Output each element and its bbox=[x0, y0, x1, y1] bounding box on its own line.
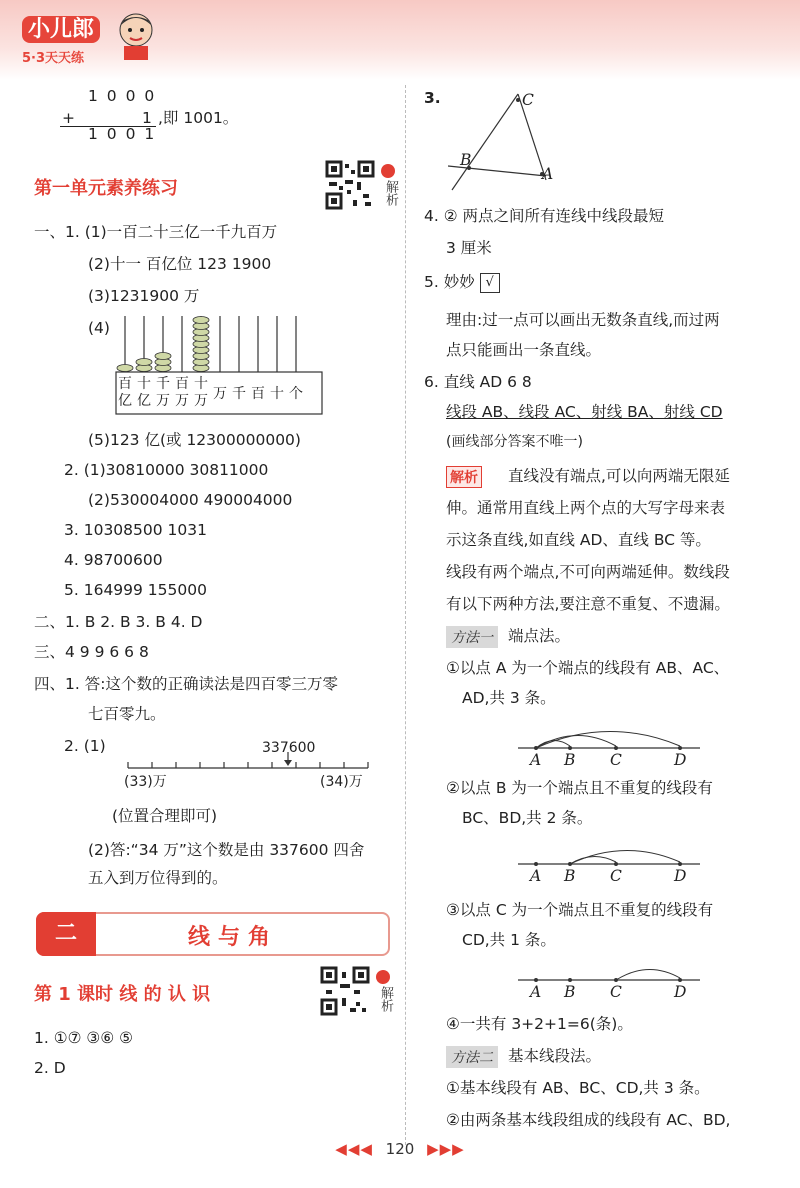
seg-b-label-c: C bbox=[610, 867, 622, 885]
method1-b1: ②以点 B 为一个端点且不重复的线段有 bbox=[446, 779, 713, 797]
play-icon bbox=[381, 164, 395, 178]
method1-title: 端点法。 bbox=[508, 627, 571, 645]
add-tail: ,即 1001。 bbox=[158, 109, 239, 127]
column-divider bbox=[405, 85, 406, 1145]
unit-number: 二 bbox=[36, 912, 96, 956]
qr-code-1[interactable] bbox=[325, 160, 398, 214]
ans-3: 三、4 9 9 6 6 8 bbox=[34, 643, 149, 661]
abacus-label: 百万 bbox=[175, 376, 189, 409]
ans-4-2: 2. (1) bbox=[64, 737, 106, 755]
mascot-icon bbox=[112, 10, 160, 62]
page-header bbox=[0, 0, 800, 80]
ans-4-1b: 七百零九。 bbox=[88, 705, 166, 723]
seg-b-label-a: A bbox=[530, 867, 542, 885]
numline-left-label: (33)万 bbox=[124, 774, 167, 790]
abacus-labels bbox=[116, 374, 322, 414]
ans-4-2-2a: (2)答:“34 万”这个数是由 337600 四舍 bbox=[88, 841, 365, 859]
tri-label-c: C bbox=[522, 91, 534, 109]
add-result: 1 0 0 1 bbox=[88, 125, 157, 143]
tri-label-a: A bbox=[542, 165, 554, 183]
seg-b-label-b: B bbox=[564, 867, 576, 885]
method1-c1: ③以点 C 为一个端点且不重复的线段有 bbox=[446, 901, 714, 919]
method2-a: ①基本线段有 AB、BC、CD,共 3 条。 bbox=[446, 1079, 710, 1097]
abacus-label: 个 bbox=[289, 386, 303, 402]
lesson-ans-2: 2. D bbox=[34, 1059, 66, 1077]
analysis-4: 线段有两个端点,不可向两端延伸。数线段 bbox=[446, 563, 730, 581]
page-number: 120 bbox=[385, 1140, 415, 1158]
seg-a-label-c: C bbox=[610, 751, 622, 769]
analysis-tag: 解析 bbox=[446, 466, 482, 488]
lesson-title: 第 1 课时 线 的 认 识 bbox=[34, 984, 211, 1005]
abacus-label: 十亿 bbox=[137, 376, 151, 409]
ans-1-4: 4. 98700600 bbox=[64, 551, 163, 569]
brand-logo bbox=[22, 12, 100, 66]
ans-4-1a: 四、1. 答:这个数的正确读法是四百零三万零 bbox=[34, 675, 338, 693]
q6-note: (画线部分答案不唯一) bbox=[446, 434, 583, 450]
abacus-label: 千 bbox=[232, 386, 246, 402]
q5-reason-b: 点只能画出一条直线。 bbox=[446, 341, 602, 359]
add-plus: + bbox=[62, 109, 75, 127]
abacus-label: 十万 bbox=[194, 376, 208, 409]
ans-1-2-1: 2. (1)30810000 30811000 bbox=[64, 461, 269, 479]
abacus-label: 百 bbox=[251, 386, 265, 402]
seg-a-label-a: A bbox=[530, 751, 542, 769]
analysis-2: 伸。通常用直线上两个点的大写字母来表 bbox=[446, 499, 726, 517]
method1-tag: 方法一 bbox=[446, 626, 498, 648]
seg-b-label-d: D bbox=[674, 867, 687, 885]
method2-b: ②由两条基本线段组成的线段有 AC、BD, bbox=[446, 1111, 731, 1129]
unit-banner bbox=[36, 912, 390, 956]
section-title-unit1: 第一单元素养练习 bbox=[34, 178, 178, 199]
page-footer bbox=[0, 1140, 800, 1158]
q5-line bbox=[424, 272, 500, 293]
seg-c-label-c: C bbox=[610, 983, 622, 1001]
add-mid: 1 bbox=[142, 109, 152, 127]
method1-d: ④一共有 3+2+1=6(条)。 bbox=[446, 1015, 633, 1033]
add-top: 1 0 0 0 bbox=[88, 87, 157, 105]
ans-1-1-5: (5)123 亿(或 12300000000) bbox=[88, 431, 301, 449]
q4-line2: 3 厘米 bbox=[446, 239, 492, 257]
ans-4-2-note: (位置合理即可) bbox=[112, 807, 218, 825]
method1-a2: AD,共 3 条。 bbox=[462, 689, 556, 707]
ans-1-1-2: (2)十一 百亿位 123 1900 bbox=[88, 255, 272, 273]
method2-title: 基本线段法。 bbox=[508, 1047, 602, 1065]
qr-label: 解析 bbox=[378, 986, 393, 1012]
seg-c-label-a: A bbox=[530, 983, 542, 1001]
q5-reason-a: 理由:过一点可以画出无数条直线,而过两 bbox=[446, 311, 720, 329]
logo-subtitle: 5·3天天练 bbox=[22, 51, 85, 66]
analysis-1: 直线没有端点,可以向两端无限延 bbox=[508, 467, 730, 485]
seg-a-label-b: B bbox=[564, 751, 576, 769]
numline-value: 337600 bbox=[262, 740, 316, 756]
abacus-label: 万 bbox=[213, 386, 227, 402]
method1-b2: BC、BD,共 2 条。 bbox=[462, 809, 593, 827]
lesson-ans-1: 1. ①⑦ ③⑥ ⑤ bbox=[34, 1029, 134, 1047]
q6-line1: 6. 直线 AD 6 8 bbox=[424, 373, 532, 391]
qr-label: 解析 bbox=[383, 180, 398, 206]
ans-1-3: 3. 10308500 1031 bbox=[64, 521, 207, 539]
abacus-label: 十 bbox=[270, 386, 284, 402]
qr-icon bbox=[320, 966, 370, 1016]
abacus-label: 千万 bbox=[156, 376, 170, 409]
q4-line1: 4. ② 两点之间所有连线中线段最短 bbox=[424, 207, 665, 225]
ans-1-1-1: 一、1. (1)一百二十三亿一千九百万 bbox=[34, 223, 278, 241]
analysis-3: 示这条直线,如直线 AD、直线 BC 等。 bbox=[446, 531, 711, 549]
q3-label: 3. bbox=[424, 89, 441, 107]
logo-title: 小儿郎 bbox=[22, 16, 100, 43]
analysis-5: 有以下两种方法,要注意不重复、不遗漏。 bbox=[446, 595, 730, 613]
method2-tag: 方法二 bbox=[446, 1046, 498, 1068]
next-arrows-icon: ▶▶▶ bbox=[427, 1140, 465, 1158]
qr-icon bbox=[325, 160, 375, 210]
ans-1-1-4: (4) bbox=[88, 319, 110, 337]
qr-code-2[interactable] bbox=[320, 966, 393, 1020]
seg-c-label-d: D bbox=[674, 983, 687, 1001]
tri-label-b: B bbox=[460, 151, 472, 169]
prev-arrows-icon: ◀◀◀ bbox=[335, 1140, 373, 1158]
method1-c2: CD,共 1 条。 bbox=[462, 931, 556, 949]
ans-1-1-3: (3)1231900 万 bbox=[88, 287, 200, 305]
play-icon bbox=[376, 970, 390, 984]
abacus-label: 百亿 bbox=[118, 376, 132, 409]
seg-c-label-b: B bbox=[564, 983, 576, 1001]
q5-text: 5. 妙妙 bbox=[424, 273, 475, 291]
ans-4-2-2b: 五入到万位得到的。 bbox=[88, 869, 228, 887]
numline-right-label: (34)万 bbox=[320, 774, 363, 790]
q6-line2: 线段 AB、线段 AC、射线 BA、射线 CD bbox=[446, 403, 723, 421]
seg-a-label-d: D bbox=[674, 751, 687, 769]
unit-title: 线与角 bbox=[187, 925, 278, 950]
ans-1-2-2: (2)530004000 490004000 bbox=[88, 491, 293, 509]
method1-a1: ①以点 A 为一个端点的线段有 AB、AC、 bbox=[446, 659, 730, 677]
ans-1-5: 5. 164999 155000 bbox=[64, 581, 207, 599]
q5-checkbox: √ bbox=[480, 273, 500, 293]
ans-2: 二、1. B 2. B 3. B 4. D bbox=[34, 613, 203, 631]
